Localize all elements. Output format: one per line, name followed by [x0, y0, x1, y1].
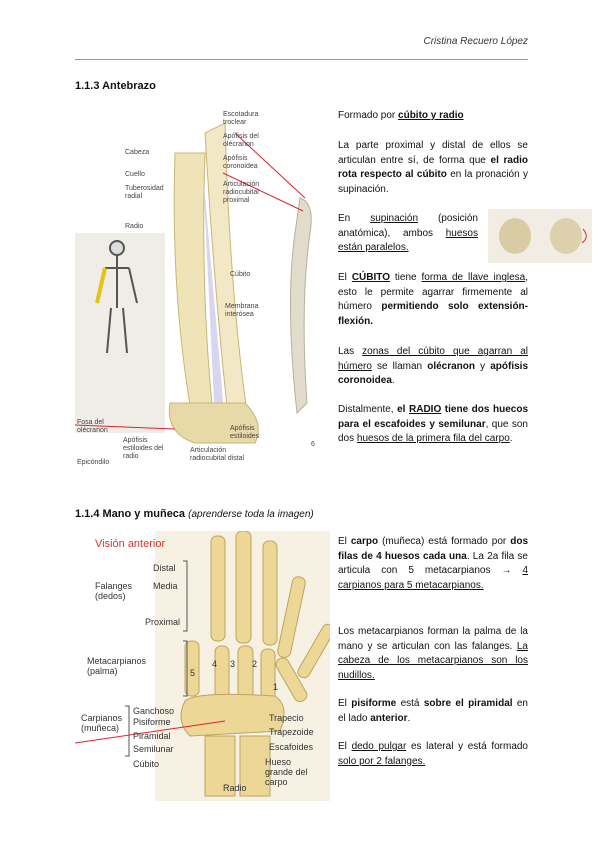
label-cuello: Cuello [125, 171, 145, 178]
label-carpianos: Carpianos (muñeca) [81, 713, 123, 733]
finger-number-3: 3 [230, 659, 236, 669]
para-metacarpianos: Los metacarpianos forman la palma de la mano y se articulan con las falanges. La cabeza de los metacarpianos son los nudillos. [338, 626, 528, 681]
label-art-prox: Articulación radiocubital proximal [223, 181, 260, 204]
label-trapecio: Trapecio [269, 713, 304, 723]
para-supinacion: En supinación (posición anatómica), ambos huesos están paralelos. [338, 213, 478, 253]
para-zonas: Las zonas del cúbito que agarran al húmero se llaman olécranon y apófisis coronoidea. [338, 346, 529, 386]
label-metacarpianos: Metacarpianos (palma) [87, 656, 147, 676]
label-fosa: Fosa del olécranon [77, 419, 108, 434]
label-falanges: Falanges (dedos) [95, 581, 133, 601]
para-formado: Formado por cúbito y radio [338, 110, 464, 121]
hand-figure [75, 531, 330, 801]
para-radio: Distalmente, el RADIO tiene dos huecos para el escafoides y semilunar, que son dos huesos de la primera fila del carpo. [338, 404, 529, 444]
label-proximal: Proximal [145, 617, 181, 627]
para-carpo: El carpo (muñeca) está formado por dos filas de 4 huesos cada una. La 2a fila se articula con 5 metacarpianos → 4 carpianos para 5 metacarpianos. [338, 536, 529, 591]
label-coronoidea: Apófisis coronoidea [223, 155, 258, 170]
label-estiloides: Apófisis estiloides [230, 425, 260, 440]
label-semilunar: Semilunar [133, 744, 174, 754]
label-tuberosidad: Tuberosidad radial [125, 185, 164, 200]
label-distal: Distal [153, 563, 176, 573]
label-trapezoide: Trapezoide [269, 727, 314, 737]
label-art-dist: Articulación radiocubital distal [190, 447, 245, 462]
section-title-mano: 1.1.4 Mano y muñeca (aprenderse toda la imagen) [75, 508, 314, 520]
label-cabeza: Cabeza [125, 149, 150, 156]
label-ganchoso: Ganchoso [133, 706, 175, 716]
label-pisiforme: Pisiforme [133, 717, 171, 727]
author-name: Cristina Recuero López [423, 36, 528, 47]
hands-illustration [488, 209, 592, 263]
label-hueso-grande: Hueso grande del carpo [265, 757, 308, 787]
label-escotadura: Escotadura troclear [223, 111, 259, 126]
para-pulgar: El dedo pulgar es lateral y está formado solo por 2 falanges. [338, 741, 528, 767]
finger-number-5: 5 [190, 668, 196, 678]
para-articulan: La parte proximal y distal de ellos se articulan entre sí, de forma que el radio rota respecto al cúbito en la pronación y supinación. [338, 140, 528, 195]
finger-number-4: 4 [212, 659, 218, 669]
label-est-radio: Apófisis estiloides del radio [123, 437, 164, 460]
label-radio: Radio [125, 223, 144, 230]
forearm-illustration [75, 103, 325, 471]
header-divider [75, 59, 528, 60]
para-cubito: El CÚBITO tiene forma de llave inglesa, esto le permite agarrar firmemente al húmero permitiendo solo extensión-flexión. [338, 272, 529, 327]
label-escafoides: Escafoides [269, 742, 314, 752]
label-epicondilo: Epicóndilo [77, 459, 110, 466]
label-radio-hand: Radio [223, 783, 247, 793]
para-pisiforme: El pisiforme está sobre el piramidal en el lado anterior. [338, 698, 528, 724]
vision-anterior-label: Visión anterior [95, 538, 166, 550]
label-membrana: Membrana interósea [225, 303, 259, 318]
label-olecranon: Apófisis del olécranon [223, 133, 259, 148]
label-cubito: Cúbito [230, 271, 251, 278]
label-media: Media [153, 581, 178, 591]
section-title-antebrazo: 1.1.3 Antebrazo [75, 80, 156, 92]
finger-number-1: 1 [273, 682, 279, 692]
figure-number: 6 [311, 441, 315, 448]
forearm-figure [75, 103, 325, 471]
supination-photo [488, 209, 592, 263]
finger-number-2: 2 [252, 659, 258, 669]
label-piramidal: Piramidal [133, 731, 171, 741]
label-cubito-hand: Cúbito [133, 759, 160, 769]
